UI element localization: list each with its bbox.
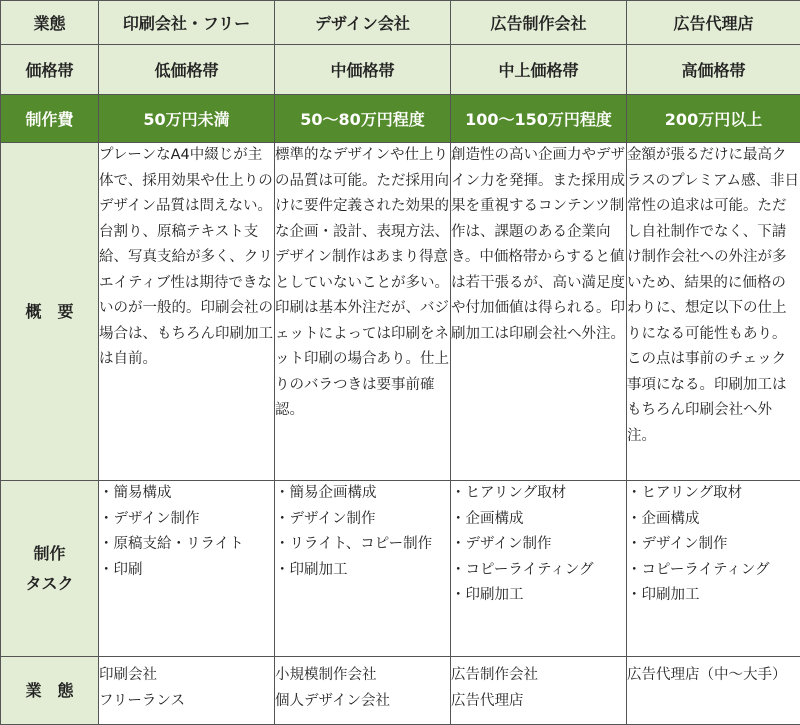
task-item: ・企画構成 bbox=[451, 507, 626, 533]
tasks-cell bbox=[275, 481, 451, 657]
task-item: ・コピーライティング bbox=[627, 558, 800, 584]
task-list bbox=[451, 481, 626, 609]
column-header-print-freelance: 印刷会社・フリー bbox=[99, 1, 275, 45]
business-form-line: 小規模制作会社 bbox=[275, 663, 450, 689]
task-list bbox=[99, 481, 274, 583]
task-item: ・印刷 bbox=[99, 558, 274, 584]
price-range-row bbox=[1, 45, 800, 95]
price-range-label: 価格帯 bbox=[1, 45, 99, 95]
task-item: ・簡易構成 bbox=[99, 481, 274, 507]
summary-cell: 標準的なデザインや仕上りの品質は可能。ただ採用向けに要件定義された効果的な企画・設計、表現方法、デザイン制作はあまり得意としていないことが多い。印刷は基本外注だが、バジェットによっては印刷をネット印刷の場合あり。仕上りのバラつきは要事前確認。 bbox=[275, 143, 451, 481]
task-item: ・ヒアリング取材 bbox=[627, 481, 800, 507]
task-item: ・ヒアリング取材 bbox=[451, 481, 626, 507]
column-header-ad-production: 広告制作会社 bbox=[451, 1, 627, 45]
task-item: ・リライト、コピー制作 bbox=[275, 532, 450, 558]
summary-cell: 金額が張るだけに最高クラスのプレミアム感、非日常性の追求は可能。ただし自社制作でなく、下請け制作会社への外注が多いため、結果的に価格のわりに、想定以下の仕上りになる可能性もあり。この点は事前のチェック事項になる。印刷加工はもちろん印刷会社へ外注。 bbox=[627, 143, 800, 481]
task-item: ・簡易企画構成 bbox=[275, 481, 450, 507]
business-form-line: 広告制作会社 bbox=[451, 663, 626, 689]
summary-label: 概 要 bbox=[1, 143, 99, 481]
tasks-row bbox=[1, 481, 800, 657]
task-item: ・デザイン制作 bbox=[275, 507, 450, 533]
business-form-cell bbox=[627, 657, 800, 725]
business-form-line: 個人デザイン会社 bbox=[275, 689, 450, 715]
task-item: ・デザイン制作 bbox=[99, 507, 274, 533]
task-item: ・デザイン制作 bbox=[627, 532, 800, 558]
price-range-cell: 中上価格帯 bbox=[451, 45, 627, 95]
header-row bbox=[1, 1, 800, 45]
business-form-line: 広告代理店（中〜大手） bbox=[627, 663, 800, 689]
task-item: ・印刷加工 bbox=[451, 583, 626, 609]
tasks-cell bbox=[627, 481, 800, 657]
production-cost-cell: 100～150万円程度 bbox=[451, 95, 627, 143]
summary-cell: 創造性の高い企画力やデザイン力を発揮。また採用成果を重視するコンテンツ制作は、課題のある企業向き。中価格帯からすると値は若干張るが、高い満足度や付加価値は得られる。印刷加工は印刷会社へ外注。 bbox=[451, 143, 627, 481]
task-list bbox=[627, 481, 800, 609]
task-list bbox=[275, 481, 450, 583]
tasks-cell bbox=[451, 481, 627, 657]
business-form-line: フリーランス bbox=[99, 689, 274, 715]
tasks-cell bbox=[99, 481, 275, 657]
task-item: ・印刷加工 bbox=[627, 583, 800, 609]
task-item: ・コピーライティング bbox=[451, 558, 626, 584]
business-form-line: 広告代理店 bbox=[451, 689, 626, 715]
tasks-label-line: タスク bbox=[1, 569, 98, 599]
corner-header: 業態 bbox=[1, 1, 99, 45]
business-form-cell bbox=[99, 657, 275, 725]
tasks-label bbox=[1, 481, 99, 657]
task-item: ・企画構成 bbox=[627, 507, 800, 533]
business-form-cell bbox=[275, 657, 451, 725]
column-header-ad-agency: 広告代理店 bbox=[627, 1, 800, 45]
business-form-line: 印刷会社 bbox=[99, 663, 274, 689]
business-form-cell bbox=[451, 657, 627, 725]
business-form-label: 業 態 bbox=[1, 657, 99, 725]
summary-cell: プレーンなA4中綴じが主体で、採用効果や仕上りのデザイン品質は問えない。台割り、原稿テキスト支給、写真支給が多く、クリエイティブ性は期待できないのが一般的。印刷会社の場合は、もちろん印刷加工は自前。 bbox=[99, 143, 275, 481]
price-range-cell: 高価格帯 bbox=[627, 45, 800, 95]
price-range-cell: 中価格帯 bbox=[275, 45, 451, 95]
production-cost-row bbox=[1, 95, 800, 143]
production-cost-label: 制作費 bbox=[1, 95, 99, 143]
production-cost-cell: 200万円以上 bbox=[627, 95, 800, 143]
tasks-label-line: 制作 bbox=[1, 539, 98, 569]
production-cost-cell: 50～80万円程度 bbox=[275, 95, 451, 143]
production-cost-cell: 50万円未満 bbox=[99, 95, 275, 143]
task-item: ・原稿支給・リライト bbox=[99, 532, 274, 558]
column-header-design-company: デザイン会社 bbox=[275, 1, 451, 45]
task-item: ・印刷加工 bbox=[275, 558, 450, 584]
business-form-row bbox=[1, 657, 800, 725]
price-range-cell: 低価格帯 bbox=[99, 45, 275, 95]
summary-row bbox=[1, 143, 800, 481]
task-item: ・デザイン制作 bbox=[451, 532, 626, 558]
